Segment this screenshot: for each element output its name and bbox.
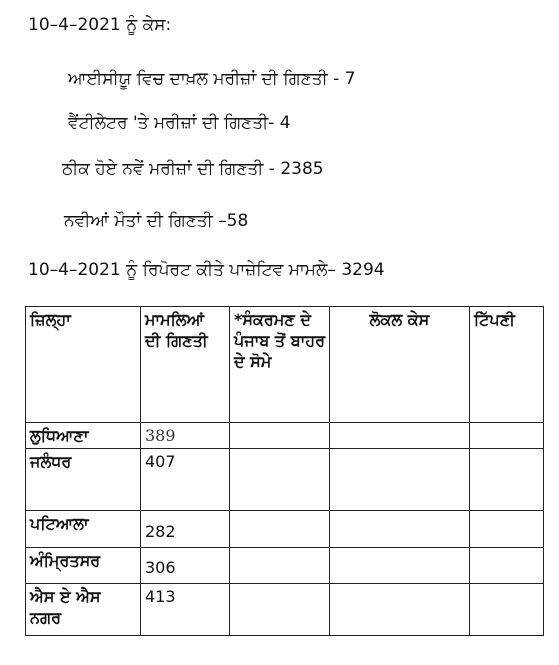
outside-cell [230,423,330,449]
remark-cell [470,511,544,548]
table-row [26,511,544,548]
local-cell [330,548,470,584]
report-heading: 10–4–2021 ਨੂੰ ਕੇਸ: [28,15,172,35]
district-cell: ਜਲੰਧਰ [26,449,141,511]
stat-ventilator-value: - 4 [268,113,291,133]
outside-cell [230,548,330,584]
outside-cell [230,511,330,548]
table-row [26,423,544,449]
count-cell: 306 [141,548,230,584]
count-cell: 282 [141,511,230,548]
outside-cell [230,584,330,636]
stat-icu [68,68,355,90]
district-cell: ਪਟਿਆਲਾ [26,511,141,548]
positive-cases-line: 10–4–2021 ਨੂੰ ਰਿਪੋਰਟ ਕੀਤੇ ਪਾਜ਼ੇਟਿਵ ਮਾਮਲੇ– 3294 [28,260,385,280]
local-cell [330,449,470,511]
header-remarks: ਟਿੱਪਣੀ [470,307,544,423]
local-cell [330,423,470,449]
stat-recovered-value: - 2385 [268,159,324,179]
district-cell: ਐਸ ਏ ਐਸ ਨਗਰ [26,584,141,636]
remark-cell [470,584,544,636]
stat-ventilator [68,112,291,134]
stat-recovered-label: ਠੀਕ ਹੋਏ ਨਵੇਂ ਮਰੀਜ਼ਾਂ ਦੀ ਗਿਣਤੀ [62,159,264,179]
remark-cell [470,449,544,511]
count-cell: 389 [141,423,230,449]
header-district: ਜ਼ਿਲ੍ਹਾ [26,307,141,423]
stat-deaths-value: –58 [218,211,249,231]
district-cell: ਅੰਮ੍ਰਿਤਸਰ [26,548,141,584]
count-cell: 407 [141,449,230,511]
count-cell: 413 [141,584,230,636]
header-local-cases: ਲੋਕਲ ਕੇਸ [330,307,470,423]
table-header-row [26,307,544,423]
district-cases-table [25,306,544,636]
stat-icu-label: ਆਈਸੀਯੂ ਵਿਚ ਦਾਖ਼ਲ ਮਰੀਜ਼ਾਂ ਦੀ ਗਿਣਤੀ [68,69,328,89]
stat-deaths [64,210,248,232]
local-cell [330,584,470,636]
stat-icu-value: - 7 [333,69,356,89]
header-outside-source: *ਸੰਕਰਮਣ ਦੇ ਪੰਜਾਬ ਤੋਂ ਬਾਹਰ ਦੇ ਸੋਮੇ [230,307,330,423]
district-cell: ਲੁਧਿਆਣਾ [26,423,141,449]
stat-ventilator-label: ਵੈਂਟੀਲੇਟਰ 'ਤੇ ਮਰੀਜ਼ਾਂ ਦੀ ਗਿਣਤੀ [68,113,269,133]
outside-cell [230,449,330,511]
header-count: ਮਾਮਲਿਆਂ ਦੀ ਗਿਣਤੀ [141,307,230,423]
local-cell [330,511,470,548]
stat-deaths-label: ਨਵੀਆਂ ਮੌਤਾਂ ਦੀ ਗਿਣਤੀ [64,211,213,231]
stat-recovered [62,158,324,180]
remark-cell [470,548,544,584]
table-row [26,584,544,636]
remark-cell [470,423,544,449]
table-row [26,449,544,511]
table-row [26,548,544,584]
